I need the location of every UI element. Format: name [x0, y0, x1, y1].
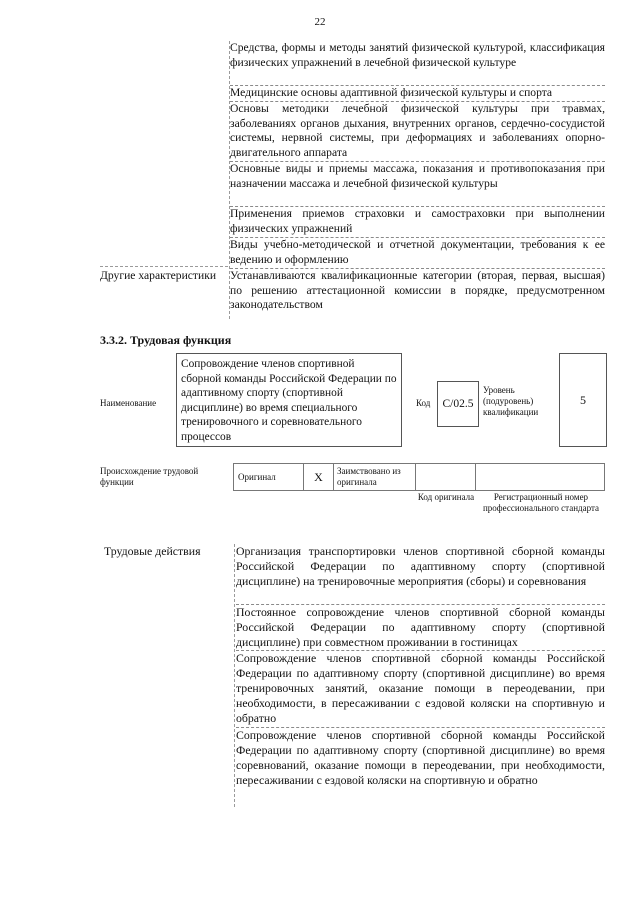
labor-action-row: Сопровождение членов спортивной сборной команды Российской Федерации по адаптивному спорту (спортивной дисциплине) во время соревнований, оказание помощи в переодевании, при необходимости, пересаживании с ездовой коляски на спортивную и обратно [236, 728, 605, 787]
page-number: 22 [314, 16, 326, 28]
borrowed-cell [334, 464, 416, 490]
labor-actions-label: Трудовые действия [104, 544, 201, 558]
code-value: C/02.5 [437, 381, 479, 427]
right-column [236, 544, 605, 804]
other-characteristics-label: Другие характеристики [100, 269, 217, 282]
code-original-caption: Код оригинала [417, 492, 475, 502]
name-label: Наименование [100, 398, 157, 408]
knowledge-row: Средства, формы и методы занятий физической культурой, классификация физических упражнений в лечебной физической культуре [230, 41, 605, 86]
knowledge-row: Основы методики лечебной физической культуры при травмах, заболеваниях органов дыхания, внутренних органов, сердечно-сосудистой системы, нервной системы, при деформациях и заболеваниях опорно-двигательного аппарата [230, 102, 605, 162]
knowledge-row: Медицинские основы адаптивной физической культуры и спорта [230, 86, 605, 102]
original-label: Оригинал [238, 472, 276, 482]
column-divider [234, 544, 235, 807]
reg-number-caption: Регистрационный номер профессионального стандарта [482, 492, 600, 513]
knowledge-row: Основные виды и приемы массажа, показания и противопоказания при назначении массажа и лечебной физической культуры [230, 162, 605, 207]
labor-action-row: Постоянное сопровождение членов спортивной сборной команды Российской Федерации по адаптивному спорту (спортивной дисциплине) при совместном проживании в гостиницах [236, 605, 605, 649]
labor-action-row: Сопровождение членов спортивной сборной команды Российской Федерации по адаптивному спорту (спортивной дисциплине) во время тренировочных занятий, оказание помощи в переодевании, при необходимости, в пересаживании с ездовой коляски на спортивную и обратно [236, 651, 605, 728]
section-title: 3.3.2. Трудовая функция [100, 333, 232, 347]
reg-number-cell [476, 464, 604, 490]
right-column [230, 41, 605, 314]
level-label: Уровень (подуровень) квалификации [483, 385, 539, 417]
code-label: Код [416, 398, 431, 408]
other-characteristics-value: Устанавливаются квалификационные категории (вторая, первая, высшая) по решению аттестационной комиссии в порядке, предусмотренном законодательством [230, 269, 605, 311]
original-mark: X [304, 464, 334, 490]
function-name-box: Сопровождение членов спортивной сборной команды Российской Федерации по адаптивному спорту (спортивной дисциплине) во время специального тренировочного и соревновательного процессов [176, 353, 402, 447]
level-value: 5 [559, 353, 607, 447]
row-divider [100, 266, 228, 267]
labor-action-row: Организация транспортировки членов спортивной сборной команды Российской Федерации по адаптивному спорту (спортивной дисциплине) на тренировочные мероприятия (сборы) и соревнования [236, 544, 605, 605]
origin-label: Происхождение трудовой функции [100, 466, 199, 487]
code-original-cell [416, 464, 476, 490]
borrowed-label: Заимствовано из оригинала [337, 466, 401, 487]
knowledge-row: Применения приемов страховки и самостраховки при выполнении физических упражнений [230, 207, 605, 238]
knowledge-row: Виды учебно-методической и отчетной документации, требования к ее ведению и оформлению [230, 238, 605, 269]
original-cell [234, 464, 304, 490]
origin-row [233, 463, 605, 491]
